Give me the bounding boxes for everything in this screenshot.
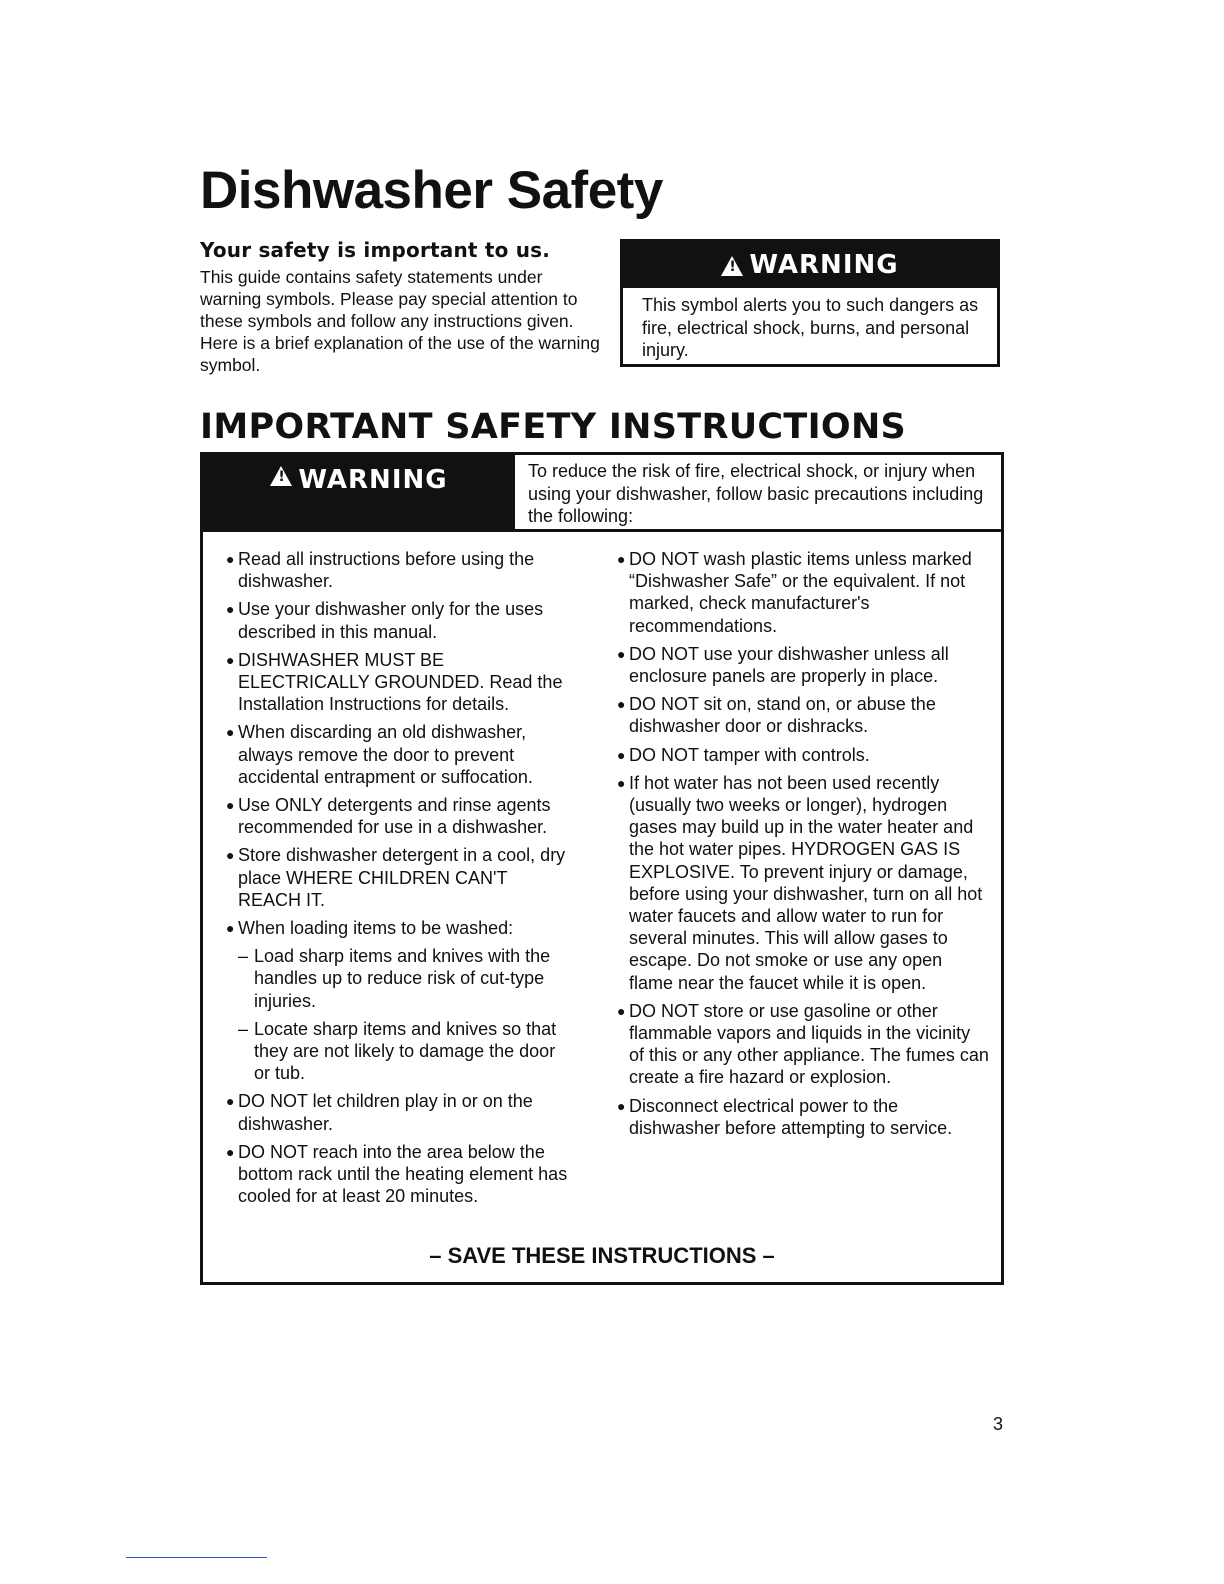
instructions-warning-label: WARNING: [298, 465, 448, 495]
left-column: [226, 548, 571, 1213]
list-item: ● Disconnect electrical power to the dishwasher before attempting to service.: [617, 1095, 953, 1138]
warning-symbol-header: [623, 242, 997, 288]
bullet-icon: ●: [617, 645, 626, 662]
warning-symbol-box: [620, 239, 1000, 367]
warning-symbol-text: This symbol alerts you to such dangers as fire, electrical shock, burns, and personal injury.: [642, 295, 979, 360]
header-divider: [515, 529, 1004, 532]
bullet-icon: ●: [226, 601, 235, 618]
footer-rule: [126, 1557, 267, 1558]
list-item: ● When discarding an old dishwasher, always remove the door to prevent accidental entrapment or suffocation.: [226, 722, 533, 787]
warning-symbol-label: WARNING: [749, 250, 899, 280]
right-column: [617, 548, 989, 1145]
list-item: ● Use your dishwasher only for the uses described in this manual.: [226, 599, 544, 642]
bullet-icon: ●: [617, 774, 626, 791]
bullet-icon: ●: [226, 1093, 235, 1110]
list-item: ● If hot water has not been used recently (usually two weeks or longer), hydrogen gases may build up in the water heater and the hot water pipes. HYDROGEN GAS IS EXPLOSIVE. To prevent injury or damage, before using your dishwasher, turn on all hot water faucets and allow water to run for several minutes. This will allow gases to escape. Do not smoke or use any open flame near the faucet while it is open.: [617, 772, 983, 993]
safety-instructions-box: [200, 452, 1004, 1285]
instructions-intro: To reduce the risk of fire, electrical shock, or injury when using your dishwasher, follow basic precautions including the following:: [528, 461, 984, 526]
sub-list-item: – Locate sharp items and knives so that they are not likely to damage the door or tub.: [238, 1018, 557, 1084]
section-title: IMPORTANT SAFETY INSTRUCTIONS: [200, 407, 907, 447]
bullet-icon: ●: [226, 797, 235, 814]
sub-list-item: – Load sharp items and knives with the handles up to reduce risk of cut-type injuries.: [238, 946, 551, 1011]
intro-heading: Your safety is important to us.: [200, 238, 551, 262]
dash-icon: –: [238, 946, 249, 967]
list-item: ● Use ONLY detergents and rinse agents recommended for use in a dishwasher.: [226, 795, 551, 838]
dash-icon: –: [238, 1018, 249, 1039]
warning-triangle-icon: !: [721, 256, 743, 276]
instructions-warning-header: [203, 455, 515, 532]
bullet-icon: ●: [226, 651, 235, 668]
list-item: ● When loading items to be washed:: [226, 918, 514, 939]
list-item: ● DO NOT let children play in or on the dishwasher.: [226, 1091, 533, 1134]
list-item: ● DO NOT tamper with controls.: [617, 744, 870, 765]
bullet-icon: ●: [617, 551, 626, 567]
save-instructions-line: – SAVE THESE INSTRUCTIONS –: [429, 1243, 775, 1268]
list-item: ● Store dishwasher detergent in a cool, dry place WHERE CHILDREN CAN'T REACH IT.: [226, 845, 566, 910]
page-title: Dishwasher Safety: [200, 161, 663, 220]
list-item: ● DISHWASHER MUST BE ELECTRICALLY GROUNDED. Read the Installation Instructions for details.: [226, 649, 563, 715]
bullet-icon: ●: [226, 847, 235, 864]
intro-section: [200, 238, 600, 376]
bullet-icon: ●: [226, 920, 235, 937]
intro-body: This guide contains safety statements under warning symbols. Please pay special attention to these symbols and follow any instructions given. Here is a brief explanation of the use of the warning symbol.: [200, 267, 600, 375]
list-item: ● Read all instructions before using the dishwasher.: [226, 549, 535, 592]
bullet-icon: ●: [617, 746, 626, 763]
list-item: ● DO NOT sit on, stand on, or abuse the dishwasher door or dishracks.: [617, 694, 936, 737]
bullet-icon: ●: [226, 1143, 235, 1160]
bullet-icon: ●: [617, 1002, 626, 1019]
bullet-icon: ●: [226, 551, 235, 567]
list-item: ● DO NOT store or use gasoline or other flammable vapors and liquids in the vicinity of this or any other appliance. The fumes can create a fire hazard or explosion.: [617, 1000, 989, 1088]
list-item: ● DO NOT use your dishwasher unless all enclosure panels are properly in place.: [617, 643, 949, 687]
list-item: ● DO NOT reach into the area below the bottom rack until the heating element has cooled for at least 20 minutes.: [226, 1141, 568, 1207]
bullet-icon: ●: [617, 1097, 626, 1114]
warning-triangle-icon: !: [270, 466, 292, 486]
list-item: ● DO NOT wash plastic items unless marked “Dishwasher Safe” or the equivalent. If not marked, check manufacturer's recommendations.: [617, 549, 972, 636]
bullet-icon: ●: [617, 696, 626, 713]
bullet-icon: ●: [226, 724, 235, 741]
page-number: 3: [993, 1414, 1004, 1434]
